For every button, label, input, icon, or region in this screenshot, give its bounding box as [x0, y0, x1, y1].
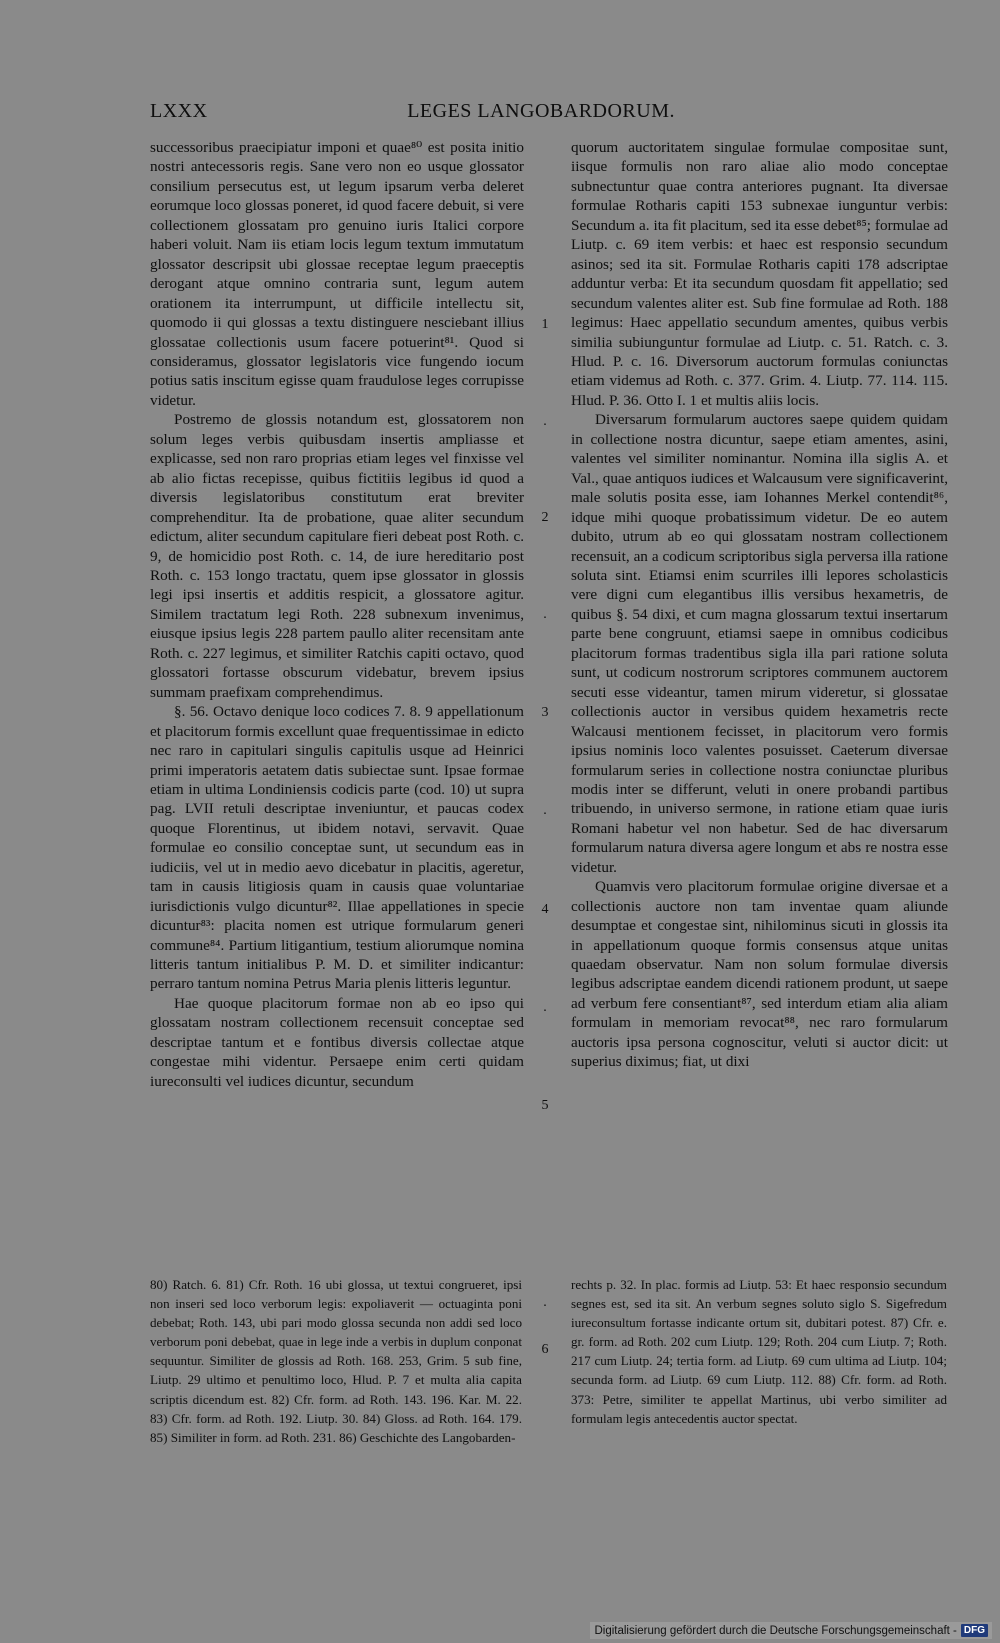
- margin-number: 2: [541, 510, 549, 525]
- page-header: [150, 100, 675, 123]
- margin-number: .: [543, 1000, 547, 1015]
- margin-number: 5: [541, 1098, 549, 1113]
- margin-number: .: [543, 803, 547, 818]
- footnotes-left: [150, 1275, 522, 1447]
- margin-number: .: [543, 414, 547, 429]
- footnotes-right: [571, 1275, 947, 1428]
- dfg-logo-icon: DFG: [961, 1624, 988, 1637]
- left-paragraph-2: Postremo de glossis notandum est, glossatorem non solum leges verbis quibusdam insertis ampliasse et explicasse, sed non raro proprias etiam leges vel finxisse vel ab alio fictas recepisse, quibus fictitiis legibus id quod a diversis legislatoribus constitutum erat breviter comprehenditur. Ita de probatione, quae aliter secundum edictum, aliter secundum capitulare fieri debeat post Roth. c. 9, de homicidio post Roth. c. 14, de iure hereditario post Roth. c. 153 longo tractatu, quem ipse glossator in glossis legi ipsi insertis et additis respicit, a glossatore agitur. Similem tractatum legi Roth. 228 subnexum invenimus, eiusque ipsius legis 228 partem paullo aliter recensitam ante Roth. c. 227 legimus, et similiter Ratchis capiti octavo, quod glossatori fortasse obscurum videbatur, brevem ipsius summam praefixam comprehendimus.: [150, 411, 524, 701]
- footnote-text: 80) Ratch. 6. 81) Cfr. Roth. 16 ubi glossa, ut textui congrueret, ipsi non inseri sed loco verborum legis: expoliaverit — octuaginta poni debebat; Roth. 143, ubi pari modo glossa secunda non addi sed loco verborum poni debebat, quae in lege inde a verbis in duplum conponat sequuntur. Similiter de glossis ad Roth. 168. 253, Grim. 5 sub fine, Liutp. 29 ultimo et penultimo loco, Hlud. P. 7 et multa alia capita scriptis dicendum est. 82) Cfr. form. ad Roth. 143. 196. Kar. M. 22. 83) Cfr. form. ad Roth. 192. Liutp. 30. 84) Gloss. ad Roth. 164. 179. 85) Similiter in form. ad Roth. 231. 86) Geschichte des Langobarden-: [150, 1277, 522, 1445]
- right-paragraph-3: Quamvis vero placitorum formulae origine diversae et a collectionis auctore non tam inventae quam aliunde desumptae et congestae sint, nihilominus sicuti in glossis ita in appellationum quoque formis consensus atque unitas quaedam observatur. Nam non solum formulae diversis legibus adscriptae eandem dicendi rationem produnt, ut saepe ad verbum fere consentiant⁸⁷, sed interdum etiam alia aliam formulam in memoriam revocat⁸⁸, nec raro formularum auctoris ipsa persona cognoscitur, veluti si auctor dicit: ut superius diximus; fiat, ut dixi: [571, 878, 948, 1071]
- margin-number: 6: [541, 1342, 549, 1357]
- margin-number: .: [543, 1295, 547, 1310]
- right-paragraph-2: Diversarum formularum auctores saepe quidem quidam in collectione nostra dicuntur, saepe etiam amentes, asini, valentes vel similiter nominantur. Nomina illa siglis A. et Val., quae antiquos iudices et Walcausum vere significaverint, male solutis posita esse, iam Iohannes Merkel contendit⁸⁶, idque mihi quoque probatissimum videtur. De eo autem dubito, utrum ab eo qui glossatam nostram collectionem recensuit, an a codicum scriptoribus sigla perversa illa ratione soluta sint. Etiamsi enim scurriles illi lepores scholasticis vere digni cum elegantibus illis versibus hexametris, de quibus §. 54 dixi, et cum magna glossarum textui insertarum parte bene congruunt, etiamsi saepe in omnibus codicibus placitorum formas tradentibus sigla illa pari ratione soluta sunt, ut codicum nostrorum scriptores communem auctorem secuti esse videantur, tamen mirum videretur, si glossatae collectionis auctor in versibus quidem hexametris recte Walcausi mentionem fecisset, in placitorum vero formis ipsius nominis loco valentes posuisset. Caeterum diversae formularum series in collectione nostra coniunctae pluribus modis inter se differunt, veluti in onere probandi partibus tribuendo, in universo sermone, in ratione etiam quae iuris Romani habetur vel non habetur. Sed de hac diversarum formularum natura diversa agere longum et abs re nostra esse videtur.: [571, 411, 948, 876]
- page-number: LXXX: [150, 100, 208, 122]
- margin-number: .: [543, 607, 547, 622]
- margin-number: 1: [541, 317, 549, 332]
- left-paragraph-3: §. 56. Octavo denique loco codices 7. 8. 9 appellationum et placitorum formis excellunt quae frequentissimae in edicto nec raro in capitulari singulis capitulis usque ad Heinrici primi imperatoris aetatem datis subiectae sunt. Ipsae formae etiam in ultima Londiniensis codicis parte (cod. 10) ut supra pag. LVII retuli descriptae inveniuntur, et paucas codex quoque Florentinus, ut ibidem notavi, servavit. Quae formulae eo consilio conceptae sunt, ut secundum eas in iudiciis, vel ut in medio aevo dicebatur in placitis, ageretur, tam in causis litigiosis quam in causis quae voluntariae iurisdictionis vulgo dicuntur⁸². Illae appellationes in specie dicuntur⁸³: placita nomen est utrique formularum generi commune⁸⁴. Partium litigantium, testium aliorumque nomina litteris tantum initialibus P. M. D. et similiter indicantur: perraro tantum nomina Petrus Maria plenis litteris leguntur.: [150, 703, 524, 993]
- left-paragraph-1: successoribus praecipiatur imponi et quae⁸⁰ est posita initio nostri antecessoris regis. Sane vero non eo usque glossator consilium persecutus est, ut legum ipsarum verba deleret eorumque loco glossas poneret, id quod facere debuit, si vere collectionem glossatam pro genuino iuris Italici corpore haberi voluit. Nam iis etiam locis legum textum immutatum glossator descripsit ubi glossae receptae legum praeceptis derogant atque omnino contraria sunt, legum autem orationem ita interrumpunt, ut difficile intellectu sit, quomodo ii qui glossas a textu distinguere nesciebant illius glossatae collectionis usum facere potuerint⁸¹. Quod si consideramus, glossator legislatoris vice fungendo iocum potius satis inscitum egisse quam fraudulose leges corrupisse videtur.: [150, 139, 524, 409]
- left-column: [150, 138, 524, 1091]
- banner-text: Digitalisierung gefördert durch die Deutsche Forschungsgemeinschaft -: [594, 1624, 957, 1637]
- footnote-text: rechts p. 32. In plac. formis ad Liutp. 53: Et haec responsio secundum segnes est, sed ita sit. An verbum segnes soluto siglo S. Sigefredum iureconsultum fortasse indicante ortum sit, dubitari potest. 87) Cfr. e. gr. form. ad Roth. 202 cum Liutp. 129; Roth. 204 cum Liutp. 7; Roth. 217 cum Liutp. 24; tertia form. ad Liutp. 69 cum ultima ad Liutp. 104; secunda form. ad Liutp. 69 cum Liutp. 112. 88) Cfr. form. ad Roth. 373: Petre, similiter te appellat Martinus, ubi verbo similiter ad formulam legis antecedentis auctor spectat.: [571, 1277, 947, 1426]
- left-paragraph-4: Hae quoque placitorum formae non ab eo ipso qui glossatam nostram collectionem recensuit conceptae sed descriptae tantum et e fontibus diversis collectae atque congestae mihi videntur. Persaepe enim certi quidam iureconsulti vel iudices dicuntur, secundum: [150, 994, 524, 1090]
- running-title: LEGES LANGOBARDORUM.: [407, 100, 675, 122]
- funding-banner: [590, 1622, 992, 1639]
- margin-number: 3: [541, 705, 549, 720]
- margin-number: 4: [541, 902, 549, 917]
- right-column: [571, 138, 948, 1072]
- right-paragraph-1: quorum auctoritatem singulae formulae compositae sunt, iisque formulis non raro aliae alio modo conceptae subnectuntur quae contra anteriores pugnant. Ita diversae formulae Rotharis capiti 153 subnexae iunguntur verbis: Secundum a. ita fit placitum, sed ita esse debet⁸⁵; formulae ad Liutp. c. 69 item verbis: et haec est responsio secundum asinos; sed ita sit. Formulae Rotharis capiti 178 adscriptae adduntur verba: Et ita secundum quosdam fit appellatio; sed secundum valentes aliter est. Sub fine formulae ad Roth. 188 legimus: Haec appellatio secundum amentes, quibus verbis similia subiunguntur formulae ad Liutp. c. 51. Ratch. c. 3. Hlud. P. c. 16. Diversorum auctorum formulas coniunctas etiam videmus ad Roth. c. 377. Grim. 4. Liutp. 77. 114. 115. Hlud. P. 36. Otto I. 1 et multis aliis locis.: [571, 139, 948, 409]
